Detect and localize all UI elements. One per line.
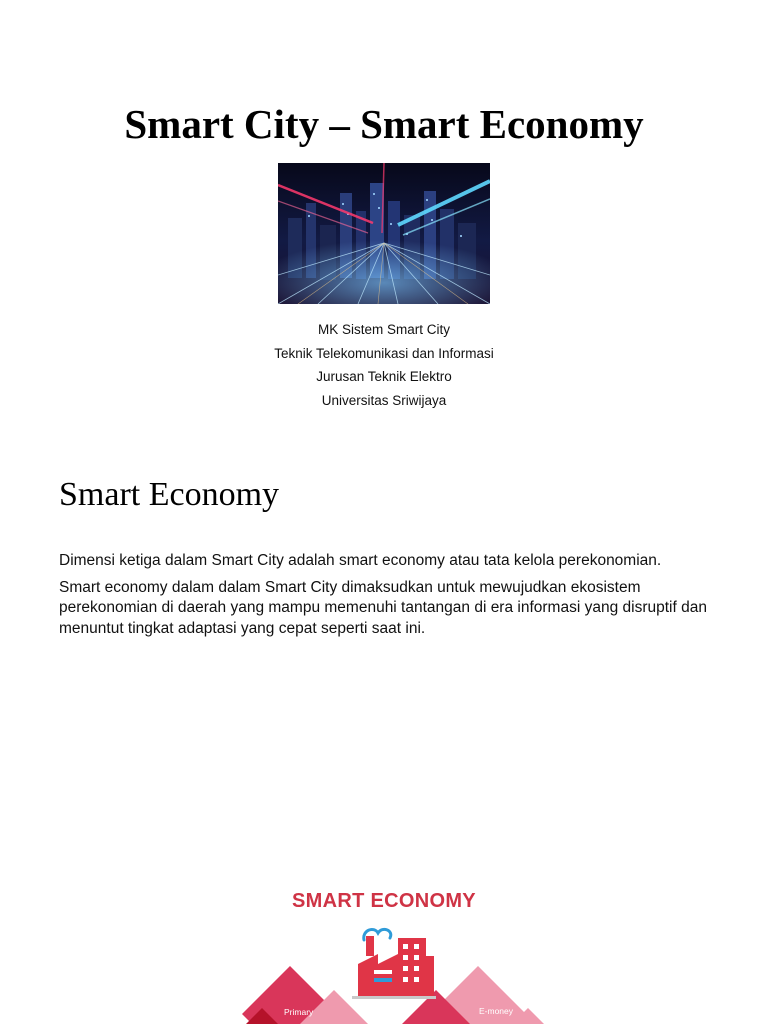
factory-building-icon <box>352 924 436 1000</box>
city-lights-illustration <box>278 163 490 304</box>
smart-economy-title: SMART ECONOMY <box>292 890 476 912</box>
diagram-slide <box>0 850 768 1024</box>
section-heading: Smart Economy <box>59 476 280 513</box>
content-slide <box>0 430 768 850</box>
paragraph-1: Dimensi ketiga dalam Smart City adalah smart economy atau tata kelola perekonomian. <box>59 552 662 569</box>
course-info <box>0 318 768 412</box>
label-primary: Primary <box>284 1007 314 1017</box>
course-name: MK Sistem Smart City <box>317 322 450 337</box>
department-name: Jurusan Teknik Elektro <box>316 369 452 384</box>
title-slide <box>0 0 768 430</box>
body-text <box>59 551 739 645</box>
city-lights-photo <box>278 163 490 304</box>
label-emoney: E-money <box>479 1006 514 1016</box>
program-name: Teknik Telekomunikasi dan Informasi <box>274 345 494 361</box>
university-name: Universitas Sriwijaya <box>321 392 447 408</box>
paragraph-2: Smart economy dalam dalam Smart City dimaksudkan untuk mewujudkan ekosistem perekonomian di daerah yang mampu memenuhi tantangan di era informasi yang disruptif dan menuntut tingkat adaptasi yang cepat seperti saat ini. <box>59 578 707 637</box>
slide-title: Smart City – Smart Economy <box>124 101 644 147</box>
